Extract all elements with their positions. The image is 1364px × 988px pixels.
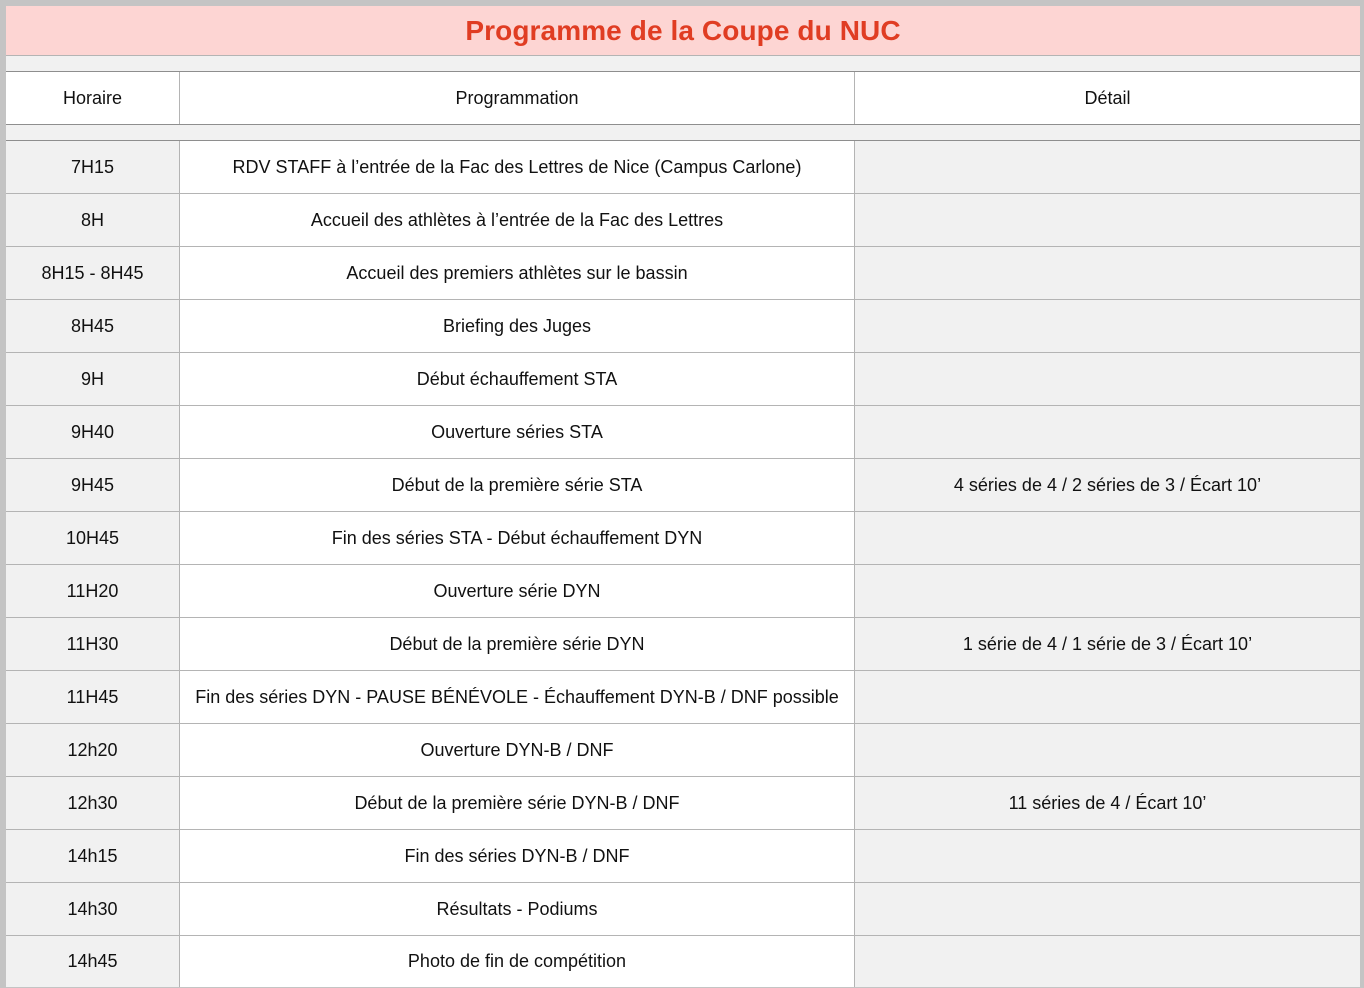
cell-program: Résultats - Podiums xyxy=(180,883,855,935)
cell-detail: 11 séries de 4 / Écart 10’ xyxy=(855,777,1360,829)
cell-detail xyxy=(855,247,1360,299)
cell-program: Accueil des premiers athlètes sur le bassin xyxy=(180,247,855,299)
cell-time: 14h30 xyxy=(6,883,180,935)
cell-time: 9H40 xyxy=(6,406,180,458)
cell-detail xyxy=(855,141,1360,193)
cell-time: 8H15 - 8H45 xyxy=(6,247,180,299)
cell-detail xyxy=(855,512,1360,564)
table-row xyxy=(6,565,1360,618)
cell-detail xyxy=(855,936,1360,987)
cell-program: Photo de fin de compétition xyxy=(180,936,855,987)
cell-time: 11H20 xyxy=(6,565,180,617)
cell-program: Début de la première série DYN xyxy=(180,618,855,670)
table-row xyxy=(6,353,1360,406)
cell-detail: 4 séries de 4 / 2 séries de 3 / Écart 10’ xyxy=(855,459,1360,511)
spacer-row xyxy=(6,125,1360,141)
cell-time: 12h20 xyxy=(6,724,180,776)
cell-time: 14h15 xyxy=(6,830,180,882)
table-row xyxy=(6,883,1360,936)
cell-time: 8H45 xyxy=(6,300,180,352)
schedule-table-body xyxy=(6,141,1360,987)
title-bar xyxy=(6,6,1360,56)
cell-detail xyxy=(855,671,1360,723)
cell-time: 10H45 xyxy=(6,512,180,564)
cell-program: Début échauffement STA xyxy=(180,353,855,405)
cell-detail xyxy=(855,353,1360,405)
cell-detail xyxy=(855,194,1360,246)
cell-time: 11H30 xyxy=(6,618,180,670)
page-title: Programme de la Coupe du NUC xyxy=(465,14,901,46)
cell-program: Début de la première série DYN-B / DNF xyxy=(180,777,855,829)
cell-time: 9H45 xyxy=(6,459,180,511)
cell-program: Briefing des Juges xyxy=(180,300,855,352)
cell-detail: 1 série de 4 / 1 série de 3 / Écart 10’ xyxy=(855,618,1360,670)
table-row xyxy=(6,830,1360,883)
header-time: Horaire xyxy=(6,72,180,124)
cell-detail xyxy=(855,830,1360,882)
table-row xyxy=(6,194,1360,247)
table-row xyxy=(6,247,1360,300)
cell-time: 7H15 xyxy=(6,141,180,193)
table-header xyxy=(6,72,1360,125)
cell-time: 9H xyxy=(6,353,180,405)
cell-program: Ouverture série DYN xyxy=(180,565,855,617)
cell-program: Accueil des athlètes à l’entrée de la Fac des Lettres xyxy=(180,194,855,246)
cell-program: Fin des séries STA - Début échauffement DYN xyxy=(180,512,855,564)
table-row xyxy=(6,936,1360,987)
cell-program: Ouverture séries STA xyxy=(180,406,855,458)
cell-detail xyxy=(855,300,1360,352)
table-row xyxy=(6,671,1360,724)
cell-time: 12h30 xyxy=(6,777,180,829)
cell-program: RDV STAFF à l’entrée de la Fac des Lettres de Nice (Campus Carlone) xyxy=(180,141,855,193)
cell-detail xyxy=(855,406,1360,458)
cell-program: Ouverture DYN-B / DNF xyxy=(180,724,855,776)
table-row xyxy=(6,459,1360,512)
cell-time: 11H45 xyxy=(6,671,180,723)
cell-time: 8H xyxy=(6,194,180,246)
table-row xyxy=(6,512,1360,565)
table-row xyxy=(6,300,1360,353)
cell-detail xyxy=(855,565,1360,617)
table-row xyxy=(6,618,1360,671)
schedule-sheet xyxy=(6,6,1360,982)
table-row xyxy=(6,141,1360,194)
table-row xyxy=(6,406,1360,459)
spacer-row xyxy=(6,56,1360,72)
header-program: Programmation xyxy=(180,72,855,124)
cell-time: 14h45 xyxy=(6,936,180,987)
cell-program: Fin des séries DYN - PAUSE BÉNÉVOLE - Échauffement DYN-B / DNF possible xyxy=(180,671,855,723)
cell-detail xyxy=(855,724,1360,776)
header-detail: Détail xyxy=(1084,87,1131,108)
cell-program: Fin des séries DYN-B / DNF xyxy=(180,830,855,882)
cell-detail xyxy=(855,883,1360,935)
cell-program: Début de la première série STA xyxy=(180,459,855,511)
table-row xyxy=(6,724,1360,777)
table-row xyxy=(6,777,1360,830)
